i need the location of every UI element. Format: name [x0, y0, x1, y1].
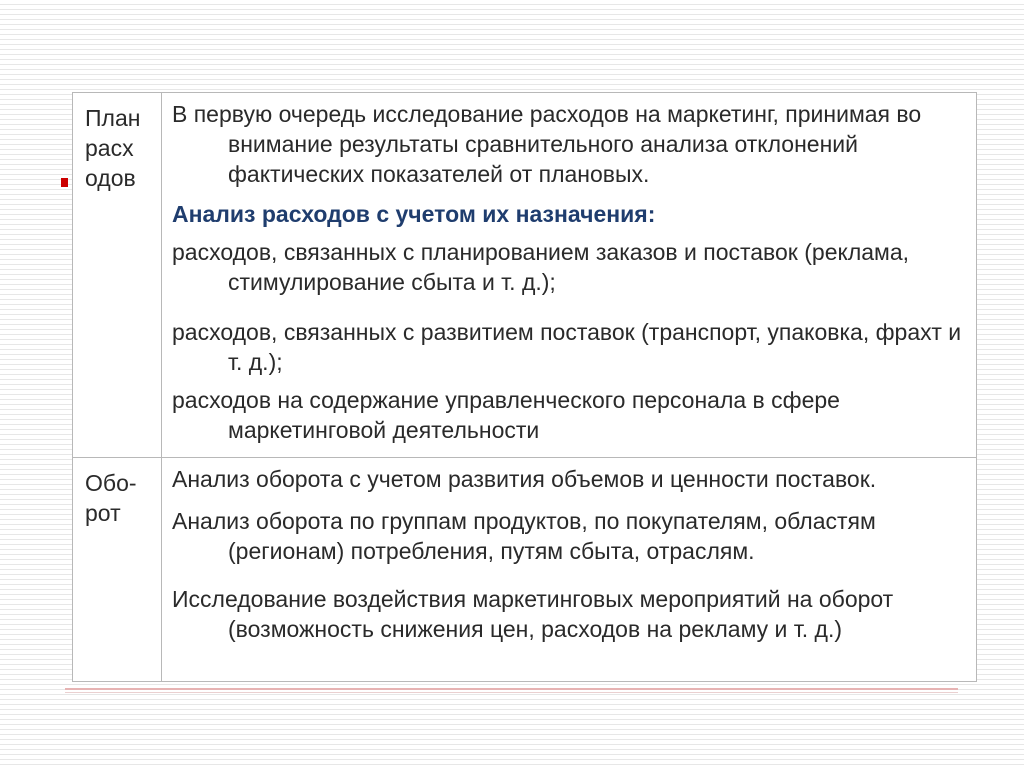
- turnover-paragraph: Исследование воздействия маркетинговых мероприятий на оборот (возможность снижения цен, расходов на рекламу и т. д.): [172, 586, 894, 642]
- expenses-heading: Анализ расходов с учетом их назначения:: [172, 201, 656, 227]
- content-table: [72, 92, 977, 682]
- expenses-item: расходов, связанных с планированием заказов и поставок (реклама, стимулирование сбыта и т. д.);: [172, 239, 910, 295]
- row-content-expenses: [162, 93, 977, 458]
- footer-divider: [65, 692, 958, 693]
- footer-divider: [65, 688, 958, 690]
- row-label-turnover: Обо- рот: [73, 458, 162, 682]
- expenses-paragraph: В первую очередь исследование расходов на маркетинг, принимая во внимание результаты сравнительного анализа отклонений фактических показателей от плановых.: [172, 101, 922, 187]
- row-content-turnover: [162, 458, 977, 682]
- expenses-item: расходов, связанных с развитием поставок (транспорт, упаковка, фрахт и т. д.);: [172, 319, 962, 375]
- table-row: [73, 93, 977, 458]
- bullet-marker: [61, 178, 68, 187]
- turnover-paragraph: Анализ оборота по группам продуктов, по покупателям, областям (регионам) потребления, путям сбыта, отраслям.: [172, 508, 876, 564]
- expenses-item: расходов на содержание управленческого персонала в сфере маркетинговой деятельности: [172, 387, 840, 443]
- table-row: [73, 458, 977, 682]
- row-label-expenses: План расх одов: [73, 93, 162, 458]
- turnover-paragraph: Анализ оборота с учетом развития объемов и ценности поставок.: [172, 466, 877, 492]
